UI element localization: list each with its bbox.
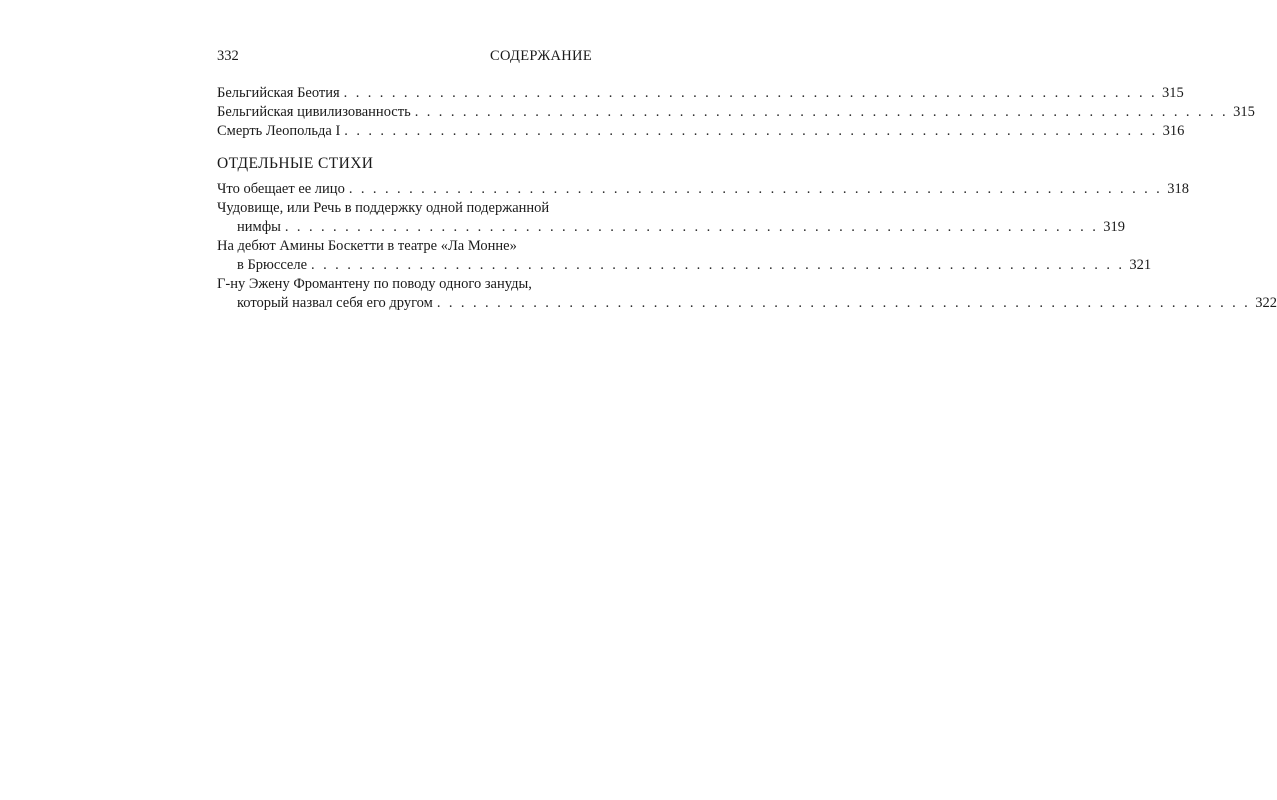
toc-entry bbox=[217, 199, 1125, 237]
toc-entry-page: 315 bbox=[1233, 104, 1255, 120]
toc-entry-title-continued: который назвал себя его другом bbox=[237, 295, 433, 311]
toc-entry-title-continued: нимфы bbox=[237, 219, 281, 235]
toc-entry-title: Бельгийская цивилизованность bbox=[217, 104, 411, 120]
running-head bbox=[217, 46, 592, 66]
toc-entry bbox=[217, 237, 1152, 275]
toc-entry-page: 322 bbox=[1255, 295, 1277, 311]
dot-leader: . . . . . . . . . . . . . . . . . . . . . . . . . . . . . . . . . . . . . . . . . . . . . . . . . . . . . . . . . . . . . . . . . . . . bbox=[348, 181, 1163, 197]
toc-entry-page: 321 bbox=[1129, 257, 1152, 273]
table-of-contents bbox=[217, 84, 1277, 313]
toc-entry-page: 318 bbox=[1167, 181, 1189, 197]
toc-entry-title-continued: в Брюсселе bbox=[237, 257, 308, 273]
toc-entry-title: Чудовище, или Речь в поддержку одной подержанной bbox=[217, 200, 550, 216]
toc-entry bbox=[217, 84, 1184, 103]
toc-entry-title: Бельгийская Беотия bbox=[217, 85, 340, 101]
toc-entry-title: Что обещает ее лицо bbox=[217, 181, 345, 197]
toc-entry-title: Смерть Леопольда I bbox=[217, 123, 341, 139]
toc-entry bbox=[217, 275, 1277, 313]
toc-entry-page: 316 bbox=[1162, 123, 1185, 139]
section-heading: ОТДЕЛЬНЫЕ СТИХИ bbox=[217, 155, 374, 172]
dot-leader: . . . . . . . . . . . . . . . . . . . . . . . . . . . . . . . . . . . . . . . . . . . . . . . . . . . . . . . . . . . . . . . . . . . . bbox=[436, 295, 1251, 311]
dot-leader: . . . . . . . . . . . . . . . . . . . . . . . . . . . . . . . . . . . . . . . . . . . . . . . . . . . . . . . . . . . . . . . . . . . . bbox=[343, 85, 1158, 101]
dot-leader: . . . . . . . . . . . . . . . . . . . . . . . . . . . . . . . . . . . . . . . . . . . . . . . . . . . . . . . . . . . . . . . . . . . . bbox=[414, 104, 1229, 120]
toc-entry-page: 315 bbox=[1162, 85, 1184, 101]
dot-leader: . . . . . . . . . . . . . . . . . . . . . . . . . . . . . . . . . . . . . . . . . . . . . . . . . . . . . . . . . . . . . . . . . . . . bbox=[284, 219, 1099, 235]
toc-entry-title: На дебют Амины Боскетти в театре «Ла Монне» bbox=[217, 238, 517, 254]
toc-entry bbox=[217, 103, 1255, 122]
toc-entry-title: Г-ну Эжену Фромантену по поводу одного зануды, bbox=[217, 276, 532, 292]
page-number: 332 bbox=[217, 48, 239, 64]
toc-entry bbox=[217, 122, 1185, 141]
toc-entry-page: 319 bbox=[1103, 219, 1125, 235]
running-title: СОДЕРЖАНИЕ bbox=[490, 48, 592, 64]
dot-leader: . . . . . . . . . . . . . . . . . . . . . . . . . . . . . . . . . . . . . . . . . . . . . . . . . . . . . . . . . . . . . . . . . . . . bbox=[311, 257, 1125, 273]
toc-entry bbox=[217, 180, 1189, 199]
dot-leader: . . . . . . . . . . . . . . . . . . . . . . . . . . . . . . . . . . . . . . . . . . . . . . . . . . . . . . . . . . . . . . . . . . . . bbox=[344, 123, 1158, 139]
